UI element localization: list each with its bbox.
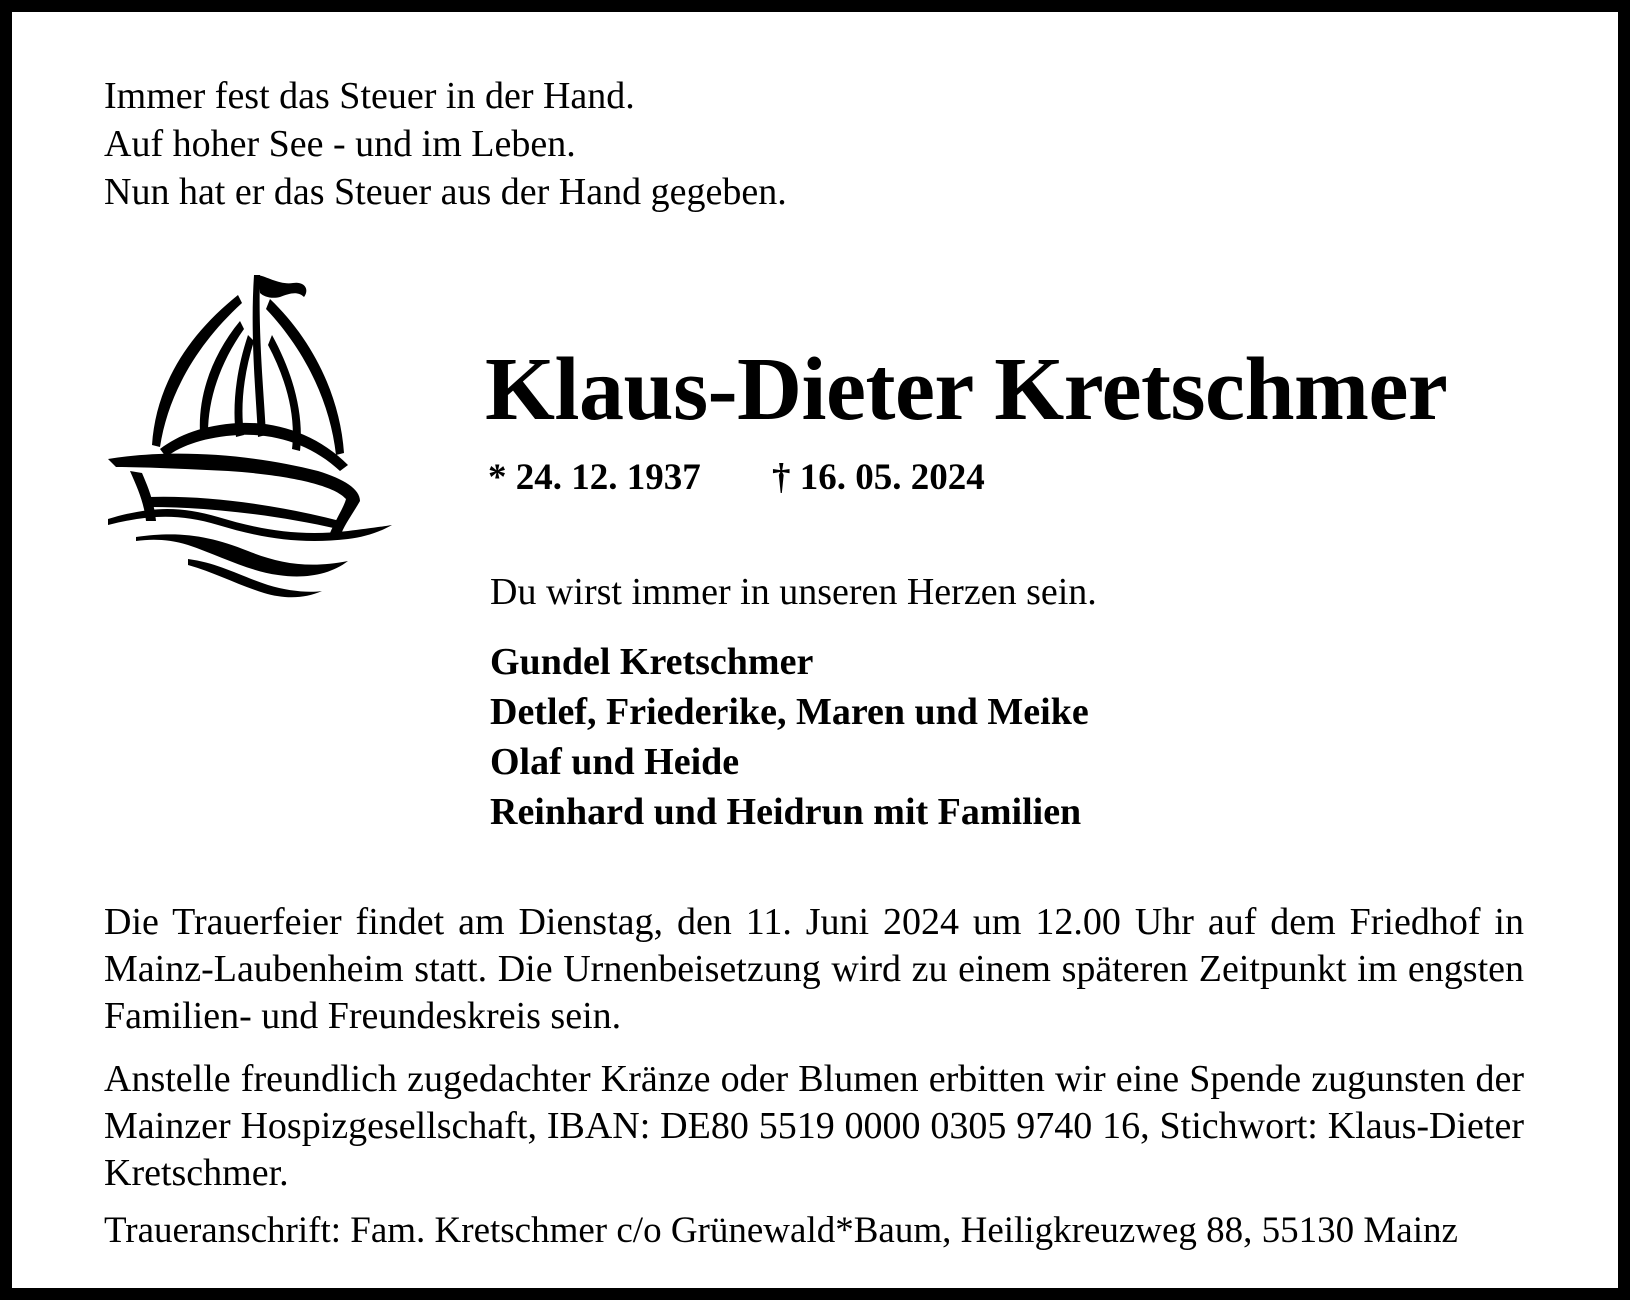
death-date: † 16. 05. 2024 (772, 457, 985, 498)
mourners-list (490, 637, 1089, 837)
sailboat-icon (108, 275, 408, 605)
verse-line: Immer fest das Steuer in der Hand. (104, 75, 635, 117)
life-dates (488, 454, 985, 502)
memorial-verse (104, 72, 787, 216)
verse-line: Auf hoher See - und im Leben. (104, 123, 576, 165)
donation-paragraph: Anstelle freundlich zugedachter Kränze oder Blumen erbitten wir eine Spende zugunsten der Mainzer Hospizgesellschaft, IBAN: DE80 5519 0000 0305 9740 16, Stichwort: Klaus-Dieter Kretschmer. (104, 1058, 1524, 1194)
mourner-entry: Detlef, Friederike, Maren und Meike (490, 691, 1089, 733)
mourning-address: Traueranschrift: Fam. Kretschmer c/o Grünewald*Baum, Heiligkreuzweg 88, 55130 Mainz (104, 1210, 1458, 1251)
mourner-entry: Gundel Kretschmer (490, 641, 814, 683)
birth-date: * 24. 12. 1937 (488, 457, 701, 498)
farewell-line: Du wirst immer in unseren Herzen sein. (490, 571, 1097, 613)
deceased-name: Klaus-Dieter Kretschmer (485, 340, 1448, 439)
funeral-service-paragraph: Die Trauerfeier findet am Dienstag, den 11. Juni 2024 um 12.00 Uhr auf dem Friedhof in Mainz-Laubenheim statt. Die Urnenbeisetzung wird zu einem späteren Zeitpunkt im engsten Familien- und Freundeskreis sein. (104, 901, 1524, 1037)
mourner-entry: Olaf und Heide (490, 741, 740, 783)
verse-line: Nun hat er das Steuer aus der Hand gegeben. (104, 171, 787, 213)
mourner-entry: Reinhard und Heidrun mit Familien (490, 791, 1082, 833)
